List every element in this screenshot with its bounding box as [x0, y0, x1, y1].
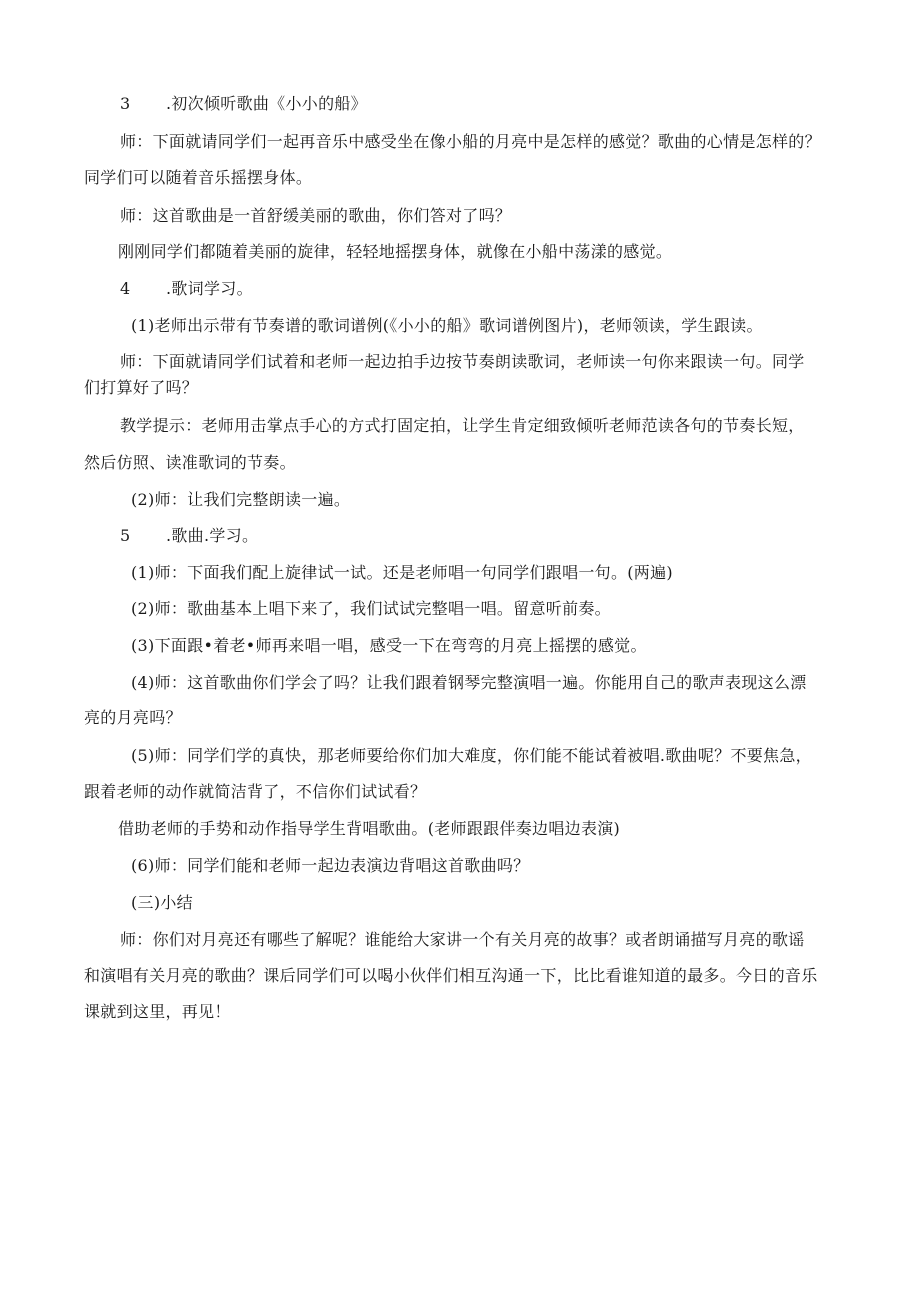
paragraph-line: 师：这首歌曲是一首舒缓美丽的歌曲，你们答对了吗？ — [120, 206, 512, 225]
heading-number: 4 — [120, 279, 131, 298]
paragraph-line: 教学提示：老师用击掌点手心的方式打固定拍，让学生肯定细致倾听老师范读各句的节奏长短， — [120, 416, 805, 435]
heading-5 — [120, 525, 258, 547]
paragraph-line: 刚刚同学们都随着美丽的旋律，轻轻地摇摆身体，就像在小船中荡漾的感觉。 — [118, 242, 673, 261]
paragraph-line: 课就到这里，再见！ — [84, 1002, 231, 1021]
paragraph-line: (1)师：下面我们配上旋律试一试。还是老师唱一句同学们跟唱一句。(两遍) — [131, 563, 673, 582]
paragraph-line: (1)老师出示带有节奏谱的歌词谱例(《小小的船》歌词谱例图片)，老师领读，学生跟读。 — [131, 316, 763, 335]
paragraph-line: (6)师：同学们能和老师一起边表演边背唱这首歌曲吗？ — [131, 856, 530, 875]
paragraph-line: (2)师：让我们完整朗读一遍。 — [131, 490, 351, 509]
heading-3 — [120, 93, 367, 115]
paragraph-line: 师：下面就请同学们一起再音乐中感受坐在像小船的月亮中是怎样的感觉？歌曲的心情是怎样的？ — [120, 132, 821, 151]
heading-text: .初次倾听歌曲《小小的船》 — [166, 94, 367, 113]
paragraph-line: 跟着老师的动作就简洁背了，不信你们试试看？ — [84, 782, 427, 801]
section-heading: (三)小结 — [131, 893, 193, 912]
paragraph-line: 同学们可以随着音乐摇摆身体。 — [84, 168, 313, 187]
paragraph-line: (4)师：这首歌曲你们学会了吗？让我们跟着钢琴完整演唱一遍。你能用自己的歌声表现这么漂 — [131, 673, 807, 692]
paragraph-line: 和演唱有关月亮的歌曲？课后同学们可以喝小伙伴们相互沟通一下，比比看谁知道的最多。今日的音乐 — [84, 966, 818, 985]
paragraph-line: (5)师：同学们学的真快，那老师要给你们加大难度，你们能不能试着被唱.歌曲呢？不要焦急， — [131, 746, 812, 765]
paragraph-line: 然后仿照、读准歌词的节奏。 — [84, 453, 296, 472]
paragraph-line: 亮的月亮吗？ — [84, 708, 182, 727]
heading-text: .歌词学习。 — [166, 279, 253, 298]
heading-4 — [120, 278, 253, 300]
paragraph-line: 们打算好了吗？ — [84, 378, 199, 397]
paragraph-line: 借助老师的手势和动作指导学生背唱歌曲。(老师跟跟伴奏边唱边表演) — [118, 819, 621, 838]
paragraph-line: (2)师：歌曲基本上唱下来了，我们试试完整唱一唱。留意听前奏。 — [131, 599, 611, 618]
heading-number: 3 — [120, 94, 131, 113]
paragraph-line: 师：下面就请同学们试着和老师一起边拍手边按节奏朗读歌词，老师读一句你来跟读一句。同学 — [120, 352, 805, 371]
paragraph-line: (3)下面跟•着老•师再来唱一唱，感受一下在弯弯的月亮上摇摆的感觉。 — [131, 636, 647, 655]
heading-text: .歌曲.学习。 — [166, 526, 259, 545]
heading-number: 5 — [120, 526, 131, 545]
paragraph-line: 师：你们对月亮还有哪些了解呢？谁能给大家讲一个有关月亮的故事？或者朗诵描写月亮的歌谣 — [120, 930, 805, 949]
